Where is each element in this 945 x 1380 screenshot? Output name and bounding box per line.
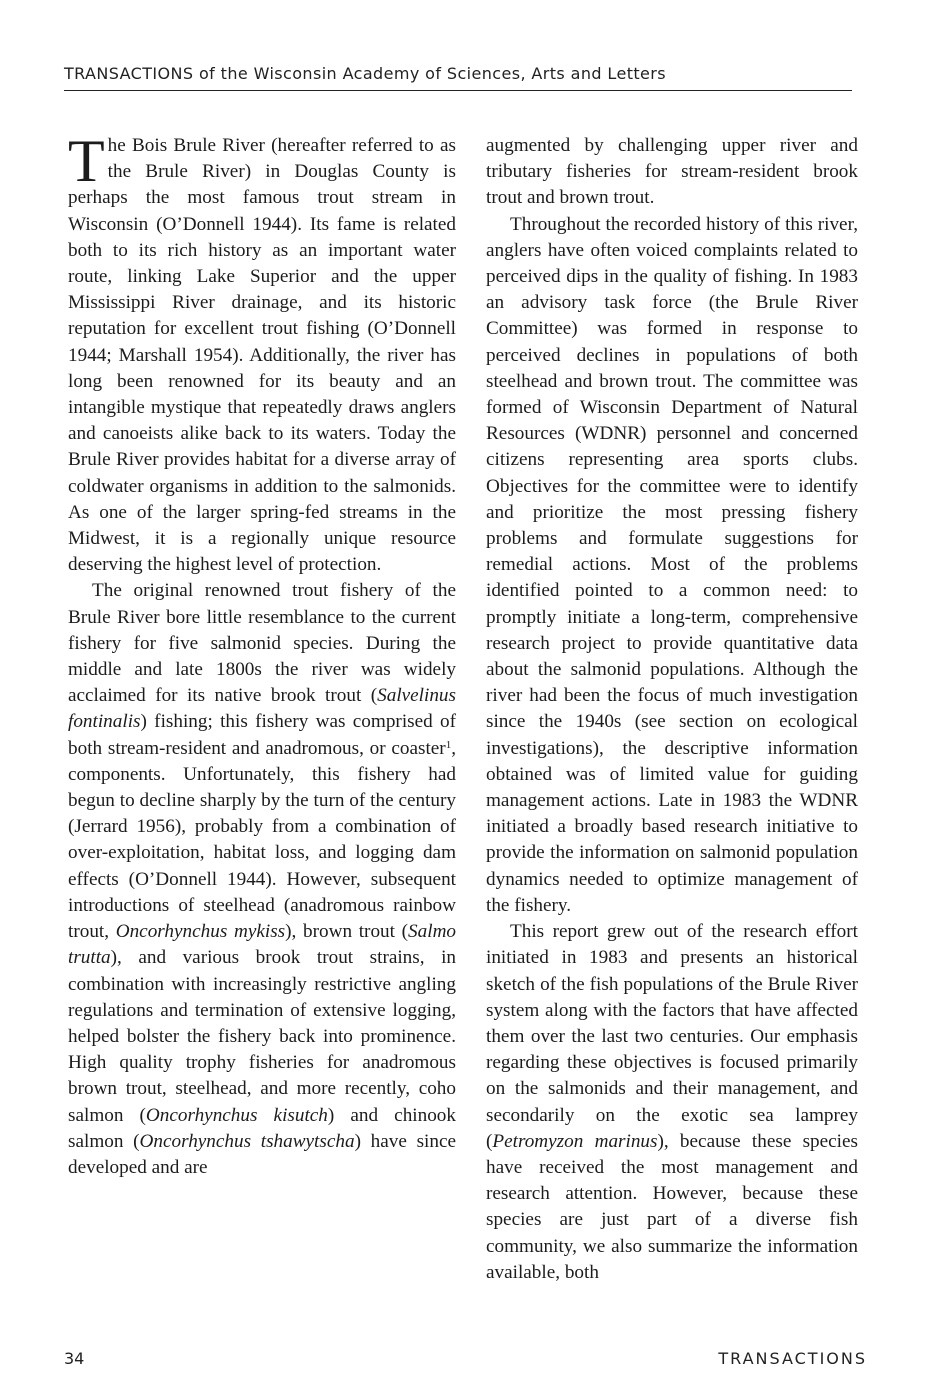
footer-journal-name: TRANSACTIONS — [718, 1349, 867, 1368]
species-name: Petromyzon marinus — [492, 1130, 658, 1152]
paragraph-committee: Throughout the recorded history of this river, anglers have often voiced complaints related to perceived dips in the quality of fishing. In 1983 an advisory task force (the Brule River Committee) was formed in response to perceived declines in populations of both steelhead and brown trout. The committee was formed of Wisconsin Department of Natural Resources (WDNR) personnel and concerned citizens representing area sports clubs. Objectives for the committee were to identify and prioritize the most pressing fishery problems and formulate suggestions for remedial actions. Most of the problems identified pointed to a common need: to promptly initiate a long-term, comprehensive research project to provide quantitative data about the salmonid populations. Although the river had been the focus of much investigation since the 1940s (see section on ecological investigations), the descriptive information obtained was of limited value for guiding management actions. Late in 1983 the WDNR initiated a broadly based research initiative to provide the information on salmonid population dynamics needed to optimize management of the fishery. — [486, 213, 858, 916]
drop-cap: T — [68, 128, 105, 194]
text-run: The original renowned trout fishery of the Brule River bore little resemblance to the current fishery for five salmonid species. During the middle and late 1800s the river was widely acclaimed for its native brook trout ( — [68, 580, 456, 707]
text-run: ), and various brook trout strains, in combination with increasingly restrictive angling regulations and termination of extensive logging, helped bolster the fishery back into prominence. High quality trophy fisheries for anadromous brown trout, steelhead, and more recently, coho salmon ( — [68, 947, 456, 1126]
page-number: 34 — [64, 1349, 85, 1368]
running-head: TRANSACTIONS of the Wisconsin Academy of Sciences, Arts and Letters — [64, 64, 667, 83]
species-name: Oncorhynchus tshawytscha — [139, 1130, 355, 1152]
left-column — [68, 128, 457, 1181]
right-column — [486, 133, 858, 1286]
footnote-marker: 1 — [445, 738, 452, 751]
header-rule — [64, 90, 852, 91]
text-run: ), because these species have received the most management and research attention. However, because these species are just part of a diverse fish community, we also summarize the information available, both — [486, 1130, 858, 1283]
paragraph-intro-text: he Bois Brule River (hereafter referred to as the Brule River) in Douglas County is perhaps the most famous trout stream in Wisconsin (O’Donnell 1944). Its fame is related both to its rich history as an important water route, linking Lake Superior and the upper Mississippi River drainage, and its historic reputation for excellent trout fishing (O’Donnell 1944; Marshall 1954). Additionally, the river has long been renowned for its beauty and an intangible mystique that repeatedly draws anglers and canoeists alike back to its waters. Today the Brule River provides habitat for a diverse array of coldwater organisms in addition to the salmonids. As one of the larger spring-fed streams in the Midwest, it is a regionally unique resource deserving the highest level of protection. — [68, 135, 456, 576]
species-name: Salvelinus fontinalis — [68, 685, 456, 733]
species-name: Oncorhynchus mykiss — [115, 921, 286, 943]
paragraph-continued: augmented by challenging upper river and tributary fisheries for stream-resident brook trout and brown trout. — [486, 135, 858, 209]
text-run: ) and chinook salmon ( — [68, 1104, 456, 1152]
species-name: Salmo trutta — [68, 921, 457, 969]
paragraph-report-scope — [486, 919, 858, 1286]
paragraph-intro — [68, 128, 456, 578]
species-name: Oncorhynchus kisutch — [145, 1104, 328, 1126]
text-run: , components. Unfortunately, this fishery had begun to decline sharply by the turn of the century (Jerrard 1956), probably from a combination of over-exploitation, habitat loss, and logging dam effects (O’Donnell 1944). However, subsequent introductions of steelhead (anadromous rainbow trout, — [68, 737, 456, 943]
text-run: This report grew out of the research effort initiated in 1983 and presents an historical sketch of the fish populations of the Brule River system along with the factors that have affected them over the last two centuries. Our emphasis regarding these objectives is focused primarily on the salmonids and their management, and secondarily on the exotic sea lamprey ( — [486, 921, 858, 1152]
text-run: ), brown trout ( — [285, 921, 409, 943]
text-run: ) have since developed and are — [68, 1130, 456, 1178]
paragraph-original-fishery — [68, 578, 456, 1181]
text-run: ) fishing; this fishery was comprised of both stream-resident and anadromous, or coaster — [68, 711, 456, 759]
